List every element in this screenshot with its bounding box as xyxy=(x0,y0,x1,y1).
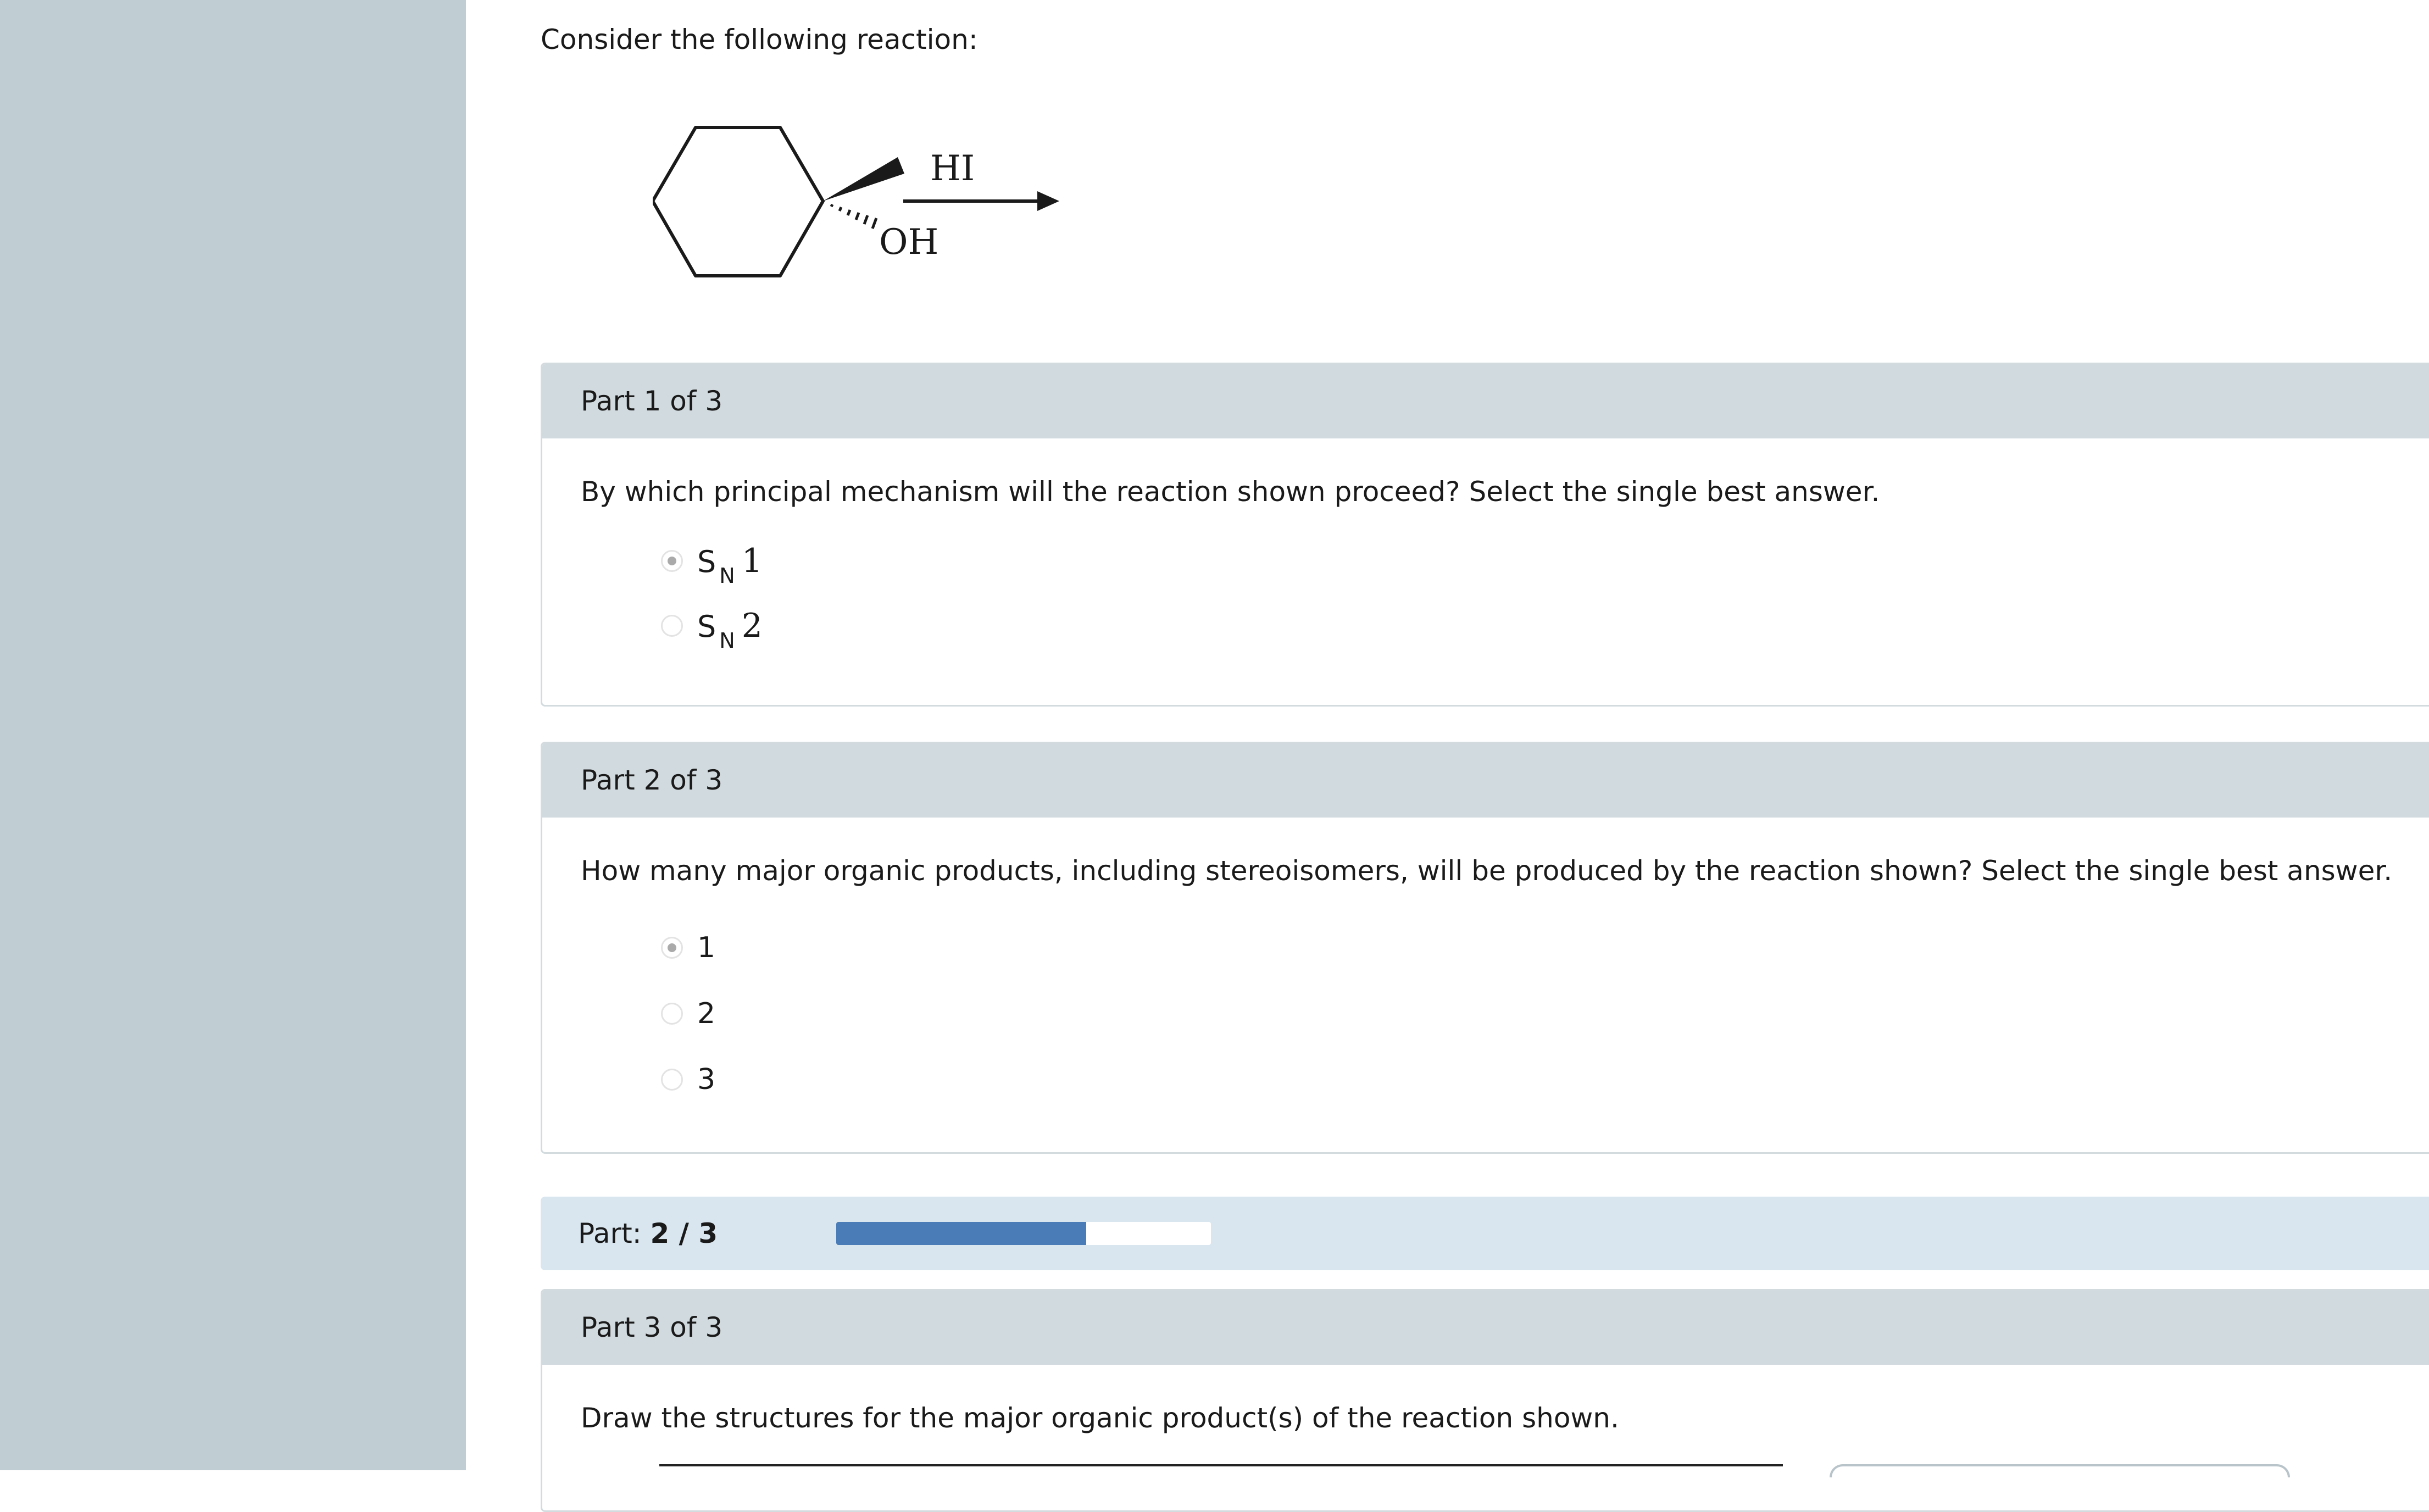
part-1-panel xyxy=(541,363,2429,707)
progress-track xyxy=(836,1222,1211,1245)
reaction-scheme xyxy=(653,110,1125,291)
radio-button[interactable] xyxy=(661,615,683,637)
radio-button[interactable] xyxy=(661,1069,683,1091)
drawing-tools-panel[interactable] xyxy=(1830,1464,2290,1477)
wedge-bond xyxy=(823,157,904,201)
part-1-question: By which principal mechanism will the reaction shown proceed? Select the single best answer. xyxy=(581,476,1880,508)
main-content xyxy=(466,0,2429,1470)
part-3-panel xyxy=(541,1289,2429,1512)
oh-label: OH xyxy=(879,222,939,263)
part-1-header: Part 1 of 3 xyxy=(542,364,2429,438)
cyclohexane-ring xyxy=(653,127,823,276)
part-3-question: Draw the structures for the major organic product(s) of the reaction shown. xyxy=(581,1402,1619,1434)
progress-label: Part: 2 / 3 xyxy=(578,1218,718,1249)
radio-button[interactable] xyxy=(661,937,683,959)
progress-fill xyxy=(836,1222,1086,1245)
part-2-question: How many major organic products, including stereoisomers, will be produced by the reaction shown? Select the single best answer. xyxy=(581,855,2393,887)
option-label: S N 1 xyxy=(697,542,763,588)
reagent-label: HI xyxy=(930,148,975,189)
part-3-header: Part 3 of 3 xyxy=(542,1291,2429,1365)
radio-button[interactable] xyxy=(661,1003,683,1025)
option-label: 1 xyxy=(697,931,716,964)
part-1-option-sn1[interactable] xyxy=(661,542,763,588)
part-progress-bar xyxy=(541,1197,2429,1270)
option-label: S N 2 xyxy=(697,607,763,653)
part-2-option-3[interactable] xyxy=(661,1062,715,1097)
part-1-option-sn2[interactable] xyxy=(661,607,763,653)
part-2-header: Part 2 of 3 xyxy=(542,743,2429,818)
part-2-panel xyxy=(541,742,2429,1154)
left-sidebar xyxy=(0,0,466,1470)
drawing-canvas[interactable] xyxy=(659,1464,1783,1477)
arrow-head xyxy=(1037,191,1059,211)
hashed-bond xyxy=(831,204,876,229)
option-label: 2 xyxy=(697,997,716,1030)
progress-value: 2 / 3 xyxy=(650,1218,718,1249)
question-prompt: Consider the following reaction: xyxy=(541,24,978,55)
radio-button[interactable] xyxy=(661,550,683,572)
part-2-option-2[interactable] xyxy=(661,996,715,1031)
option-label: 3 xyxy=(697,1063,716,1096)
part-2-option-1[interactable] xyxy=(661,930,715,965)
